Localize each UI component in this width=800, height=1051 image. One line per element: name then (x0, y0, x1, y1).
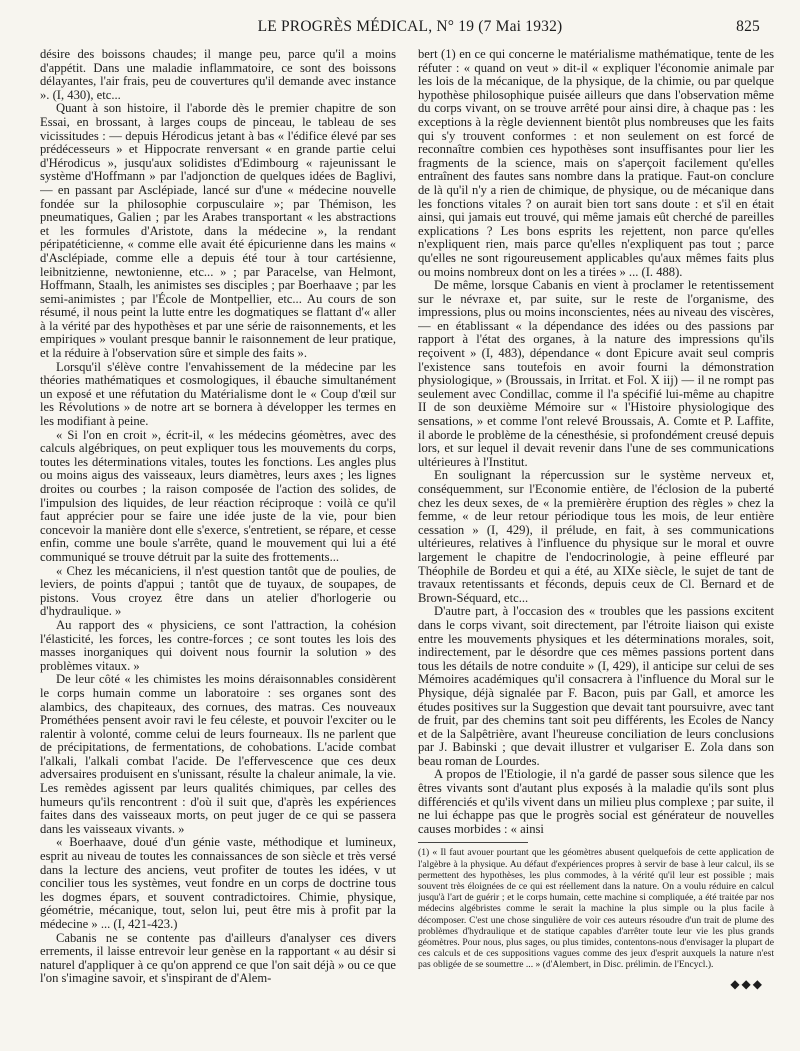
paragraph: « Chez les mécaniciens, il n'est question tantôt que de poulies, de leviers, de points d'appui ; tantôt que de tuyaux, de soupapes, de pistons. Vous croyez être dans un atelier d'horlogerie ou d'hydraulique. » (40, 563, 396, 619)
paragraph: « Boerhaave, doué d'un génie vaste, méthodique et lumineux, esprit au niveau de toutes les connaissances de son siècle et très versé dans la lecture des anciens, veut profiter de toutes les idées, v ut concilier tous les systèmes, veut fondre en un corps de doctrine tous les dogmes épars, et souvent contradictoires. Chimie, physique, géométrie, mécanique, tout, selon lui, peut être mis à profit par la médecine » ... (I, 421-423.) (40, 835, 396, 931)
paragraph: Lorsqu'il s'élève contre l'envahissement de la médecine par les théories mathématiques et cosmologiques, il ébauche simultanément un exposé et une réfutation du Matérialisme dont le « Coup d'œil sur les Révolutions » de notre art se bornera à développer les termes en les modifiant à peine. (40, 359, 396, 429)
paragraph: « Si l'on en croit », écrit-il, « les médecins géomètres, avec des calculs algébriques, on peut expliquer tous les mouvements du corps, toutes les déterminations vitales, toutes les fonctions. Les angles plus ou moins aigus des vaisseaux, leurs diamètres, leurs axes ; les lignes droites ou courbes ; la raison composée de l'action des solides, de l'impulsion des liquides, de leur réaction réciproque : voilà ce qu'il faut apprécier pour se faire une idée juste de la vie, pour bien concevoir la manière dont elle s'exerce, s'entretient, se répare, et cesse enfin, comme une boule s'arrête, quand le mouvement qui lui a été communiqué se trouve détruit par la suite des frottements... (40, 427, 396, 564)
paragraph: bert (1) en ce qui concerne le matérialisme mathématique, tente de les réfuter : « quand on veut » dit-il « expliquer l'économie animale par les lois de la mécanique, de la physique, de la chimie, ou par quelque hypothèse philosophique puisée ailleurs que dans l'observation même du corps vivant, on se trouve arrêté pour ainsi dire, à chaque pas : les exceptions à la règle deviennent bientôt plus nombreuses que les faits qui s'y trouvent conformes : et non seulement on est forcé de reconnaître combien ces hypothèses sont insuffisantes pour lier les fragments de la science, mais on s'aperçoit facilement qu'elles entraînent des fautes sans nombre dans la pratique. Faut-on conclure de là qu'il n'y a rien de chimique, de physique, ou de mécanique dans les fonctions vitales ? on aurait bien tort sans doute : et s'il en était ainsi, qui jamais eut trouvé, qui même jamais eût cherché de pareilles explications ? Les bons esprits les rejettent, non parce qu'elles n'expliquent rien, mais parce qu'elles n'expliquent pas tout ; parce qu'elles ne sont rigoureusement applicables qu'aux mêmes faits plus ou moins nombreux dont on les a tirées » ... (I. 488). (418, 48, 774, 279)
page-number: 825 (736, 18, 760, 35)
footnote: (1) « Il faut avouer pourtant que les géomètres abusent quelquefois de cette application de l'algèbre à la physique. Au défaut d'expériences propres à servir de base à leur calcul, ils se permettent des hypothèses, les plus commodes, à la vérité qu'il leur est possible ; mais souvent très éloignées de ce qui est réellement dans la nature. On a voulu réduire en calcul jusqu'à l'art de guérir ; et le corps humain, cette machine si compliquée, a été traitée par nos médecins algébristes comme le serait la machine la plus simple ou la plus facile à décomposer. C'est une chose singulière de voir ces auteurs résoudre d'un trait de plume des problèmes d'hydraulique et de statique capables d'arrêter toute leur vie les plus grands géomètres. Pour nous, plus sages, ou plus timides, contentons-nous d'envisager la plupart de ces calculs et de ces suppositions vagues comme des jeux d'esprit auxquels la nature n'est pas obligée de se soumettre ... » (d'Alembert, in Disc. prélimin. de l'Encycl.). (418, 847, 774, 971)
paragraph: Cabanis ne se contente pas d'ailleurs d'analyser ces divers errements, il laisse entrevoir leur genèse en la rapportant « au désir si naturel d'appliquer à ce qu'on apprend ce que l'on sait déjà » ou ce que l'on s'imagine savoir, et s'inspirant de d'Alem- (40, 930, 396, 986)
paragraph: De même, lorsque Cabanis en vient à proclamer le retentissement sur le névraxe et, par suite, sur le reste de l'organisme, des impressions, plus ou moins inconscientes, nées au niveau des viscères, — en établissant « la dépendance des idées ou des passions par rapport à l'état des organes, à la nature des impressions qu'ils reçoivent » (I, 483), dépendance « dont Epicure avait seul compris l'existence sans toutefois en avoir fourni la démonstration physiologique, » (Broussais, in Irritat. et Fol. X iij) — il ne rompt pas seulement avec Condillac, comme il l'a spécifié lui-même au chapitre II de son deuxième Mémoire sur « l'Histoire physiologique des sensations, » et comme l'ont relevé Broussais, A. Comte et P. Laffite, il aborde le problème de la cénesthésie, si profondément creusé depuis lors, et sur lequel il devait revenir dans l'une de ses communications ultérieures à l'Institut. (418, 278, 774, 469)
paragraph: Quant à son histoire, il l'aborde dès le premier chapitre de son Essai, en brossant, à larges coups de pinceau, le tableau de ses vicissitudes : — depuis Hérodicus jetant à bas « l'édifice élevé par ses prédécesseurs » et Hippocrate renversant « en grande partie celui d'Hérodicus », jusqu'aux solidistes d'Edimbourg « rajeunissant le système d'Hoffmann » par l'adjonction de quelques idées de Baglivi, — en passant par Asclépiade, lancé sur d'une « médecine nouvelle fondée sur la philosophie corpusculaire »; par Thémison, les pneumatiques, Galien ; par les Arabes transportant « les abstractions et les formules d'Aristote, dans la médecine », la rendant péripatéticienne, « comme elle avait été épicurienne dans les mains « d'Asclépiade, comme elle a depuis été tour à tour cartésienne, leibnitzienne, newtonienne, etc... » ; par Paracelse, van Helmont, Hoffmann, Staalh, les animistes ses disciples ; par Boerhaave ; par les semi-animistes ; par l'École de Montpellier, etc... Au cours de son résumé, il nous peint la lutte entre les dogmatiques se flattant d'« aller à la vérité par des hypothèses et par une série de raisonnements, et les empiriques » voulant presque bannir le raisonnement de leur pratique, et la réduire à l'observation sûre et simple des faits ». (40, 101, 396, 361)
end-of-article-marker: ◆◆◆ (730, 976, 764, 991)
paragraph: Au rapport des « physiciens, ce sont l'attraction, la cohésion l'élasticité, les forces, les contre-forces ; ce sont toutes les lois des masses inorganiques qui doivent nous fournir la solution » des problèmes vitaux. » (40, 617, 396, 673)
paragraph: D'autre part, à l'occasion des « troubles que les passions excitent dans le corps vivant, soit directement, par l'étroite liaison qui existe entre les mouvements physiques et les déterminations morales, soit, indirectement, par le désordre que ces mêmes passions portent dans tous les détails de notre conduite » (I, 429), il anticipe sur celui de ses Mémoires académiques qu'il consacrera à l'influence du Moral sur le Physique, déjà signalée par F. Bacon, puis par Gall, et amorce les études positives sur la Suggestion que devait tant poursuivre, avec tant de fruit, par des chemins tant soit peu différents, les Ecoles de Nancy et de la Salpêtrière, avant l'heureuse conciliation de leurs conclusions par J. Babinski ; que devait illustrer et vulgariser E. Zola dans son beau roman de Lourdes. (418, 604, 774, 768)
left-column (40, 48, 396, 1038)
paragraph: De leur côté « les chimistes les moins déraisonnables considèrent le corps humain comme un laboratoire : ses organes sont des alambics, des chapiteaux, des cornues, des matras. Ces nouveaux Prométhées pensent avoir ravi le feu céleste, et pouvoir l'exciter ou le ralentir à volonté, comme celui de leurs fourneaux. Ils ne parlent que de précipitations, de fermentations, de cohobations. L'acide combat l'alkali, l'alkali combat l'acide. De l'effervescence que ces deux adversaires produisent en s'unissant, résulte la chaleur animale, la vie. Les remèdes agissent par leurs qualités chimiques, par celles des humeurs qu'ils rencontrent : d'où il suit que, d'après les expériences faites dans des vaisseaux morts, on peut juger de ce qui se passera dans les vaisseaux vivants. » (40, 672, 396, 836)
right-column (418, 48, 774, 1038)
two-column-body (40, 48, 774, 1038)
footnote-divider (418, 842, 528, 843)
paragraph: A propos de l'Etiologie, il n'a gardé de passer sous silence que les êtres vivants sont d'autant plus exposés à la maladie qu'ils sont plus différenciés et qu'ils vivent dans un milieu plus complexe ; par suite, il ne lui échappe pas que le progrès social est générateur de nouvelles causes morbides : « ainsi (418, 767, 774, 836)
paragraph: désire des boissons chaudes; il mange peu, parce qu'il a moins d'appétit. Dans une maladie inflammatoire, ce sont des boissons délayantes, l'air frais, peu de couvertures qu'il demande avec instance ». (I, 430), etc... (40, 48, 396, 102)
journal-title: LE PROGRÈS MÉDICAL, N° 19 (7 Mai 1932) (257, 18, 563, 35)
running-header (60, 12, 760, 42)
paragraph: En soulignant la répercussion sur le système nerveux et, conséquemment, sur l'Economie entière, de l'éclosion de la puberté chez les deux sexes, de « la premièrère éruption des règles » chez la femme, « de leur retour périodique tous les mois, de leur entière cessation » (I, 429), il prélude, en fait, à ses communications ultérieures, relatives à l'influence du physique sur le moral et ouvre largement le chapitre de l'endocrinologie, à peine effleuré par Théophile de Bordeu et qui a été, au XIXe siècle, le sujet de tant de travaux retentissants et féconds, depuis ceux de Cl. Bernard et de Brown-Séquard, etc... (418, 468, 774, 605)
